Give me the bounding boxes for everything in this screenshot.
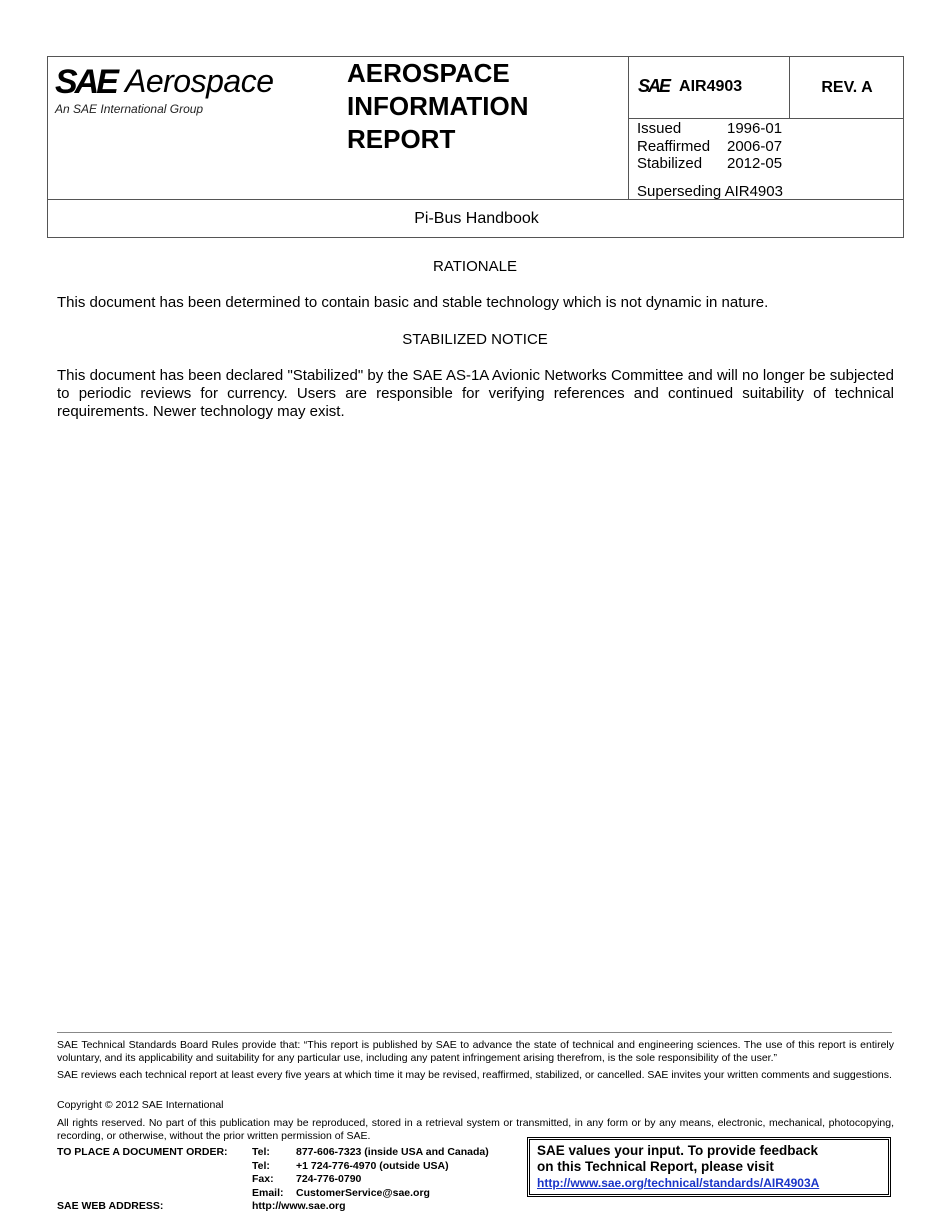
revision: REV. A: [821, 79, 873, 96]
feedback-line: on this Technical Report, please visit: [537, 1159, 774, 1174]
header-table: [47, 56, 904, 238]
date-row: [637, 120, 782, 138]
contact-list: [252, 1146, 489, 1214]
web-address-link[interactable]: http://www.sae.org: [252, 1200, 346, 1212]
document-number-cell: [638, 76, 742, 97]
doc-type-line: AEROSPACE: [347, 58, 510, 88]
stabilized-heading: STABILIZED NOTICE: [402, 331, 548, 348]
contact-key: Tel:: [252, 1159, 270, 1172]
feedback-box: [527, 1137, 891, 1197]
sae-aerospace-logo: [55, 63, 305, 119]
divider: [628, 57, 629, 199]
doc-type-line: INFORMATION: [347, 91, 529, 121]
date-value: 2012-05: [727, 155, 783, 172]
document-number: AIR4903: [679, 77, 743, 95]
date-row: [637, 138, 782, 156]
contact-row: [252, 1160, 489, 1174]
contact-row: [252, 1187, 489, 1201]
footer-divider: [57, 1032, 892, 1033]
doc-type-line: REPORT: [347, 124, 456, 154]
document-title: Pi-Bus Handbook: [414, 210, 539, 227]
date-label: Stabilized: [637, 155, 703, 172]
contact-key: Tel:: [252, 1146, 270, 1158]
superseding-note: Superseding AIR4903: [637, 183, 783, 200]
contact-row: [252, 1146, 489, 1160]
contact-email-link[interactable]: CustomerService@sae.org: [296, 1186, 430, 1199]
rationale-text: This document has been determined to contain basic and stable technology which is not dynamic in nature.: [57, 294, 769, 311]
rights-text: All rights reserved. No part of this publication may be reproduced, stored in a retrieval system or transmitted, in any form or by any means, electronic, mechanical, photocopying, recording, or otherwise, without the prior written permission of SAE.: [57, 1117, 894, 1142]
contact-key: Fax:: [252, 1173, 274, 1185]
web-address-label: SAE WEB ADDRESS:: [57, 1199, 164, 1212]
date-value: 2006-07: [727, 137, 783, 155]
board-rules-text: SAE Technical Standards Board Rules provide that: “This report is published by SAE to advance the state of technical and engineering sciences. The use of this report is entirely voluntary, and its applicability and suitability for any particular use, including any patent infringement arising therefrom, is the sole responsibility of the user.”: [57, 1039, 894, 1064]
contact-value: 724-776-0790: [296, 1173, 362, 1185]
feedback-link[interactable]: http://www.sae.org/technical/standards/AIR4903A: [537, 1176, 820, 1190]
divider: [628, 118, 904, 119]
contact-value: +1 724-776-4970 (outside USA): [296, 1159, 449, 1172]
sae-mini-logo: SAE: [638, 76, 670, 96]
logo-sae-text: SAE: [55, 63, 116, 101]
review-text: SAE reviews each technical report at least every five years at which time it may be revised, reaffirmed, stabilized, or cancelled. SAE invites your written comments and suggestions.: [57, 1069, 892, 1081]
contact-value: 877-606-7323 (inside USA and Canada): [296, 1146, 489, 1158]
order-label: TO PLACE A DOCUMENT ORDER:: [57, 1146, 228, 1158]
document-type: [347, 57, 529, 156]
date-label: Reaffirmed: [637, 137, 711, 155]
contact-key: Email:: [252, 1186, 284, 1199]
date-label: Issued: [637, 120, 682, 137]
stabilized-text: This document has been declared "Stabilized" by the SAE AS-1A Avionic Networks Committee and will no longer be subjected to periodic reviews for currency. Users are responsible for verifying references and continued suitability of technical requirements. Newer technology may exist.: [57, 367, 894, 420]
date-list: [637, 120, 782, 173]
feedback-line: SAE values your input. To provide feedback: [537, 1143, 819, 1158]
logo-subtitle: An SAE International Group: [55, 102, 204, 116]
date-value: 1996-01: [727, 120, 783, 137]
order-labels: [57, 1146, 228, 1213]
logo-aerospace-text: Aerospace: [125, 63, 274, 99]
copyright-text: Copyright © 2012 SAE International: [57, 1099, 224, 1111]
rationale-heading: RATIONALE: [433, 258, 517, 275]
date-row: [637, 155, 782, 173]
contact-row: [252, 1173, 489, 1187]
